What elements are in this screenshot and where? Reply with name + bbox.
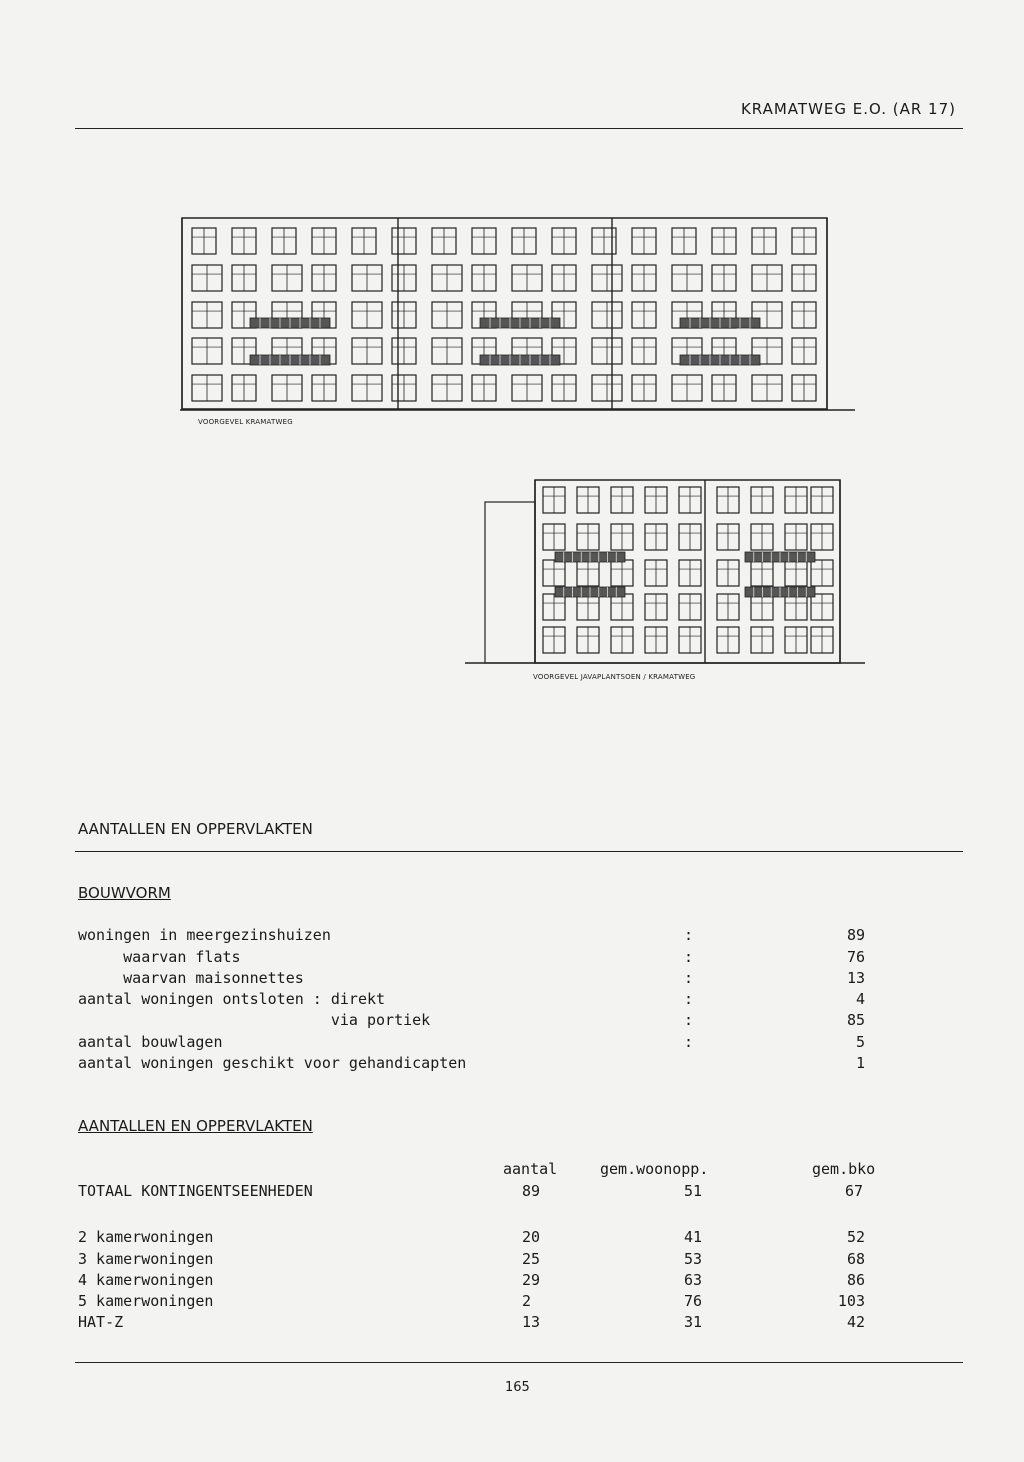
bouwvorm-row-label: waarvan maisonnettes	[78, 969, 304, 987]
window-shape	[632, 338, 656, 364]
window-shape	[645, 594, 667, 620]
kamer-row-aantal: 20	[522, 1228, 541, 1246]
bouwvorm-row-value: 13	[846, 969, 865, 987]
window-shape	[432, 265, 462, 291]
window-shape	[785, 487, 807, 513]
page-number: 165	[505, 1380, 530, 1395]
facade-outline	[182, 218, 827, 409]
window-shape	[811, 560, 833, 586]
window-shape	[717, 524, 739, 550]
aantallen-heading: AANTALLEN EN OPPERVLAKTEN	[78, 1117, 313, 1135]
window-shape	[811, 487, 833, 513]
window-shape	[751, 487, 773, 513]
window-shape	[645, 487, 667, 513]
kamer-row-bko: 52	[846, 1228, 865, 1246]
kamer-row-aantal: 2	[522, 1292, 532, 1310]
window-shape	[672, 375, 702, 401]
window-shape	[592, 338, 622, 364]
window-shape	[352, 375, 382, 401]
col-header-woonopp: gem.woonopp.	[600, 1160, 709, 1178]
window-shape	[811, 524, 833, 550]
window-shape	[645, 524, 667, 550]
page-header-title: KRAMATWEG E.O. (AR 17)	[740, 100, 956, 118]
window-shape	[543, 627, 565, 653]
window-shape	[392, 302, 416, 328]
window-shape	[272, 228, 296, 254]
window-shape	[512, 228, 536, 254]
window-shape	[679, 627, 701, 653]
row-colon: :	[684, 948, 694, 966]
window-shape	[392, 338, 416, 364]
kamer-row-aantal: 25	[522, 1250, 541, 1268]
window-shape	[679, 594, 701, 620]
bouwvorm-row-value: 1	[855, 1054, 865, 1072]
window-shape	[192, 265, 222, 291]
window-shape	[543, 524, 565, 550]
window-shape	[672, 265, 702, 291]
kamer-row-label: 3 kamerwoningen	[78, 1250, 214, 1268]
balcony-shape	[250, 355, 330, 365]
window-shape	[577, 594, 599, 620]
stair-tower	[485, 502, 535, 663]
elevation-caption-kramatweg: VOORGEVEL KRAMATWEG	[198, 418, 293, 426]
kamer-row-woonopp: 76	[684, 1292, 703, 1310]
balcony-shape	[680, 318, 760, 328]
row-colon: :	[684, 990, 694, 1008]
window-shape	[712, 265, 736, 291]
window-shape	[577, 487, 599, 513]
window-shape	[592, 302, 622, 328]
balcony-shape	[480, 355, 560, 365]
bouwvorm-row-label: aantal woningen geschikt voor gehandicapten	[78, 1054, 467, 1072]
window-shape	[811, 627, 833, 653]
window-shape	[611, 524, 633, 550]
window-shape	[577, 524, 599, 550]
window-shape	[751, 627, 773, 653]
total-bko: 67	[845, 1182, 864, 1200]
window-shape	[611, 487, 633, 513]
window-shape	[592, 375, 622, 401]
window-shape	[352, 265, 382, 291]
window-shape	[512, 265, 542, 291]
window-shape	[645, 560, 667, 586]
window-shape	[811, 594, 833, 620]
window-shape	[717, 627, 739, 653]
balcony-shape	[745, 552, 815, 562]
kamer-row-woonopp: 53	[684, 1250, 703, 1268]
kamer-row-label: HAT-Z	[78, 1313, 124, 1331]
window-shape	[751, 560, 773, 586]
facade-outline	[535, 480, 840, 663]
bouwvorm-row-label: waarvan flats	[78, 948, 241, 966]
total-aantal: 89	[522, 1182, 541, 1200]
window-shape	[192, 338, 222, 364]
window-shape	[717, 560, 739, 586]
window-shape	[512, 375, 542, 401]
window-shape	[312, 375, 336, 401]
window-shape	[232, 265, 256, 291]
window-shape	[672, 228, 696, 254]
window-shape	[392, 375, 416, 401]
window-shape	[232, 228, 256, 254]
bouwvorm-row-label: aantal woningen ontsloten : direkt	[78, 990, 386, 1008]
window-shape	[645, 627, 667, 653]
bouwvorm-row-value: 5	[855, 1033, 865, 1051]
window-shape	[792, 265, 816, 291]
col-header-aantal: aantal	[503, 1160, 558, 1178]
window-shape	[632, 302, 656, 328]
kamer-row-woonopp: 31	[684, 1313, 703, 1331]
footer-rule	[75, 1362, 963, 1363]
bouwvorm-row-value: 76	[846, 948, 865, 966]
col-header-bko: gem.bko	[812, 1160, 876, 1178]
bouwvorm-row-label: via portiek	[78, 1011, 431, 1029]
window-shape	[785, 627, 807, 653]
window-shape	[232, 375, 256, 401]
window-shape	[472, 228, 496, 254]
elevation-drawing-javaplantsoen	[455, 442, 865, 667]
row-colon: :	[684, 1011, 694, 1029]
balcony-shape	[555, 587, 625, 597]
window-shape	[352, 228, 376, 254]
window-shape	[577, 627, 599, 653]
balcony-shape	[680, 355, 760, 365]
window-shape	[717, 487, 739, 513]
window-shape	[392, 265, 416, 291]
header-rule	[75, 128, 963, 129]
kamer-row-woonopp: 63	[684, 1271, 703, 1289]
balcony-shape	[480, 318, 560, 328]
bouwvorm-row-value: 89	[846, 926, 865, 944]
window-shape	[785, 560, 807, 586]
window-shape	[679, 487, 701, 513]
kamer-row-label: 2 kamerwoningen	[78, 1228, 214, 1246]
window-shape	[592, 265, 622, 291]
kamer-row-aantal: 29	[522, 1271, 541, 1289]
window-shape	[611, 627, 633, 653]
bouwvorm-row-label: woningen in meergezinshuizen	[78, 926, 331, 944]
kamer-row-bko: 68	[846, 1250, 865, 1268]
window-shape	[611, 594, 633, 620]
balcony-shape	[745, 587, 815, 597]
kamer-row-aantal: 13	[522, 1313, 541, 1331]
section-title: AANTALLEN EN OPPERVLAKTEN	[78, 820, 313, 838]
window-shape	[472, 265, 496, 291]
section-rule	[75, 851, 963, 852]
window-shape	[352, 338, 382, 364]
window-shape	[272, 375, 302, 401]
window-shape	[712, 228, 736, 254]
window-shape	[712, 375, 736, 401]
window-shape	[552, 375, 576, 401]
kamer-row-label: 5 kamerwoningen	[78, 1292, 214, 1310]
window-shape	[192, 302, 222, 328]
window-shape	[432, 228, 456, 254]
total-label: TOTAAL KONTINGENTSEENHEDEN	[78, 1182, 313, 1200]
window-shape	[792, 338, 816, 364]
window-shape	[785, 594, 807, 620]
window-shape	[792, 302, 816, 328]
window-shape	[751, 524, 773, 550]
window-shape	[632, 228, 656, 254]
kamer-row-bko: 42	[846, 1313, 865, 1331]
window-shape	[611, 560, 633, 586]
window-shape	[543, 560, 565, 586]
kamer-row-bko: 103	[837, 1292, 865, 1310]
window-shape	[472, 375, 496, 401]
elevation-caption-javaplantsoen: VOORGEVEL JAVAPLANTSOEN / KRAMATWEG	[533, 673, 696, 681]
window-shape	[785, 524, 807, 550]
elevation-drawing-kramatweg	[180, 210, 855, 415]
window-shape	[543, 594, 565, 620]
window-shape	[432, 302, 462, 328]
balcony-shape	[555, 552, 625, 562]
balcony-shape	[250, 318, 330, 328]
bouwvorm-row-label: aantal bouwlagen	[78, 1033, 223, 1051]
window-shape	[679, 560, 701, 586]
row-colon: :	[684, 926, 694, 944]
window-shape	[632, 375, 656, 401]
row-colon: :	[684, 969, 694, 987]
window-shape	[312, 228, 336, 254]
window-shape	[577, 560, 599, 586]
row-colon: :	[684, 1033, 694, 1051]
window-shape	[792, 375, 816, 401]
window-shape	[392, 228, 416, 254]
window-shape	[272, 265, 302, 291]
window-shape	[792, 228, 816, 254]
window-shape	[432, 375, 462, 401]
bouwvorm-row-value: 4	[855, 990, 865, 1008]
window-shape	[352, 302, 382, 328]
window-shape	[752, 228, 776, 254]
window-shape	[543, 487, 565, 513]
window-shape	[752, 375, 782, 401]
window-shape	[192, 375, 222, 401]
window-shape	[552, 228, 576, 254]
window-shape	[192, 228, 216, 254]
window-shape	[752, 265, 782, 291]
kamer-row-bko: 86	[846, 1271, 865, 1289]
window-shape	[632, 265, 656, 291]
kamer-row-label: 4 kamerwoningen	[78, 1271, 214, 1289]
kamer-row-woonopp: 41	[684, 1228, 703, 1246]
window-shape	[679, 524, 701, 550]
window-shape	[432, 338, 462, 364]
window-shape	[751, 594, 773, 620]
window-shape	[552, 265, 576, 291]
bouwvorm-row-value: 85	[846, 1011, 865, 1029]
window-shape	[312, 265, 336, 291]
bouwvorm-heading: BOUWVORM	[78, 884, 171, 902]
total-woonopp: 51	[684, 1182, 703, 1200]
window-shape	[717, 594, 739, 620]
